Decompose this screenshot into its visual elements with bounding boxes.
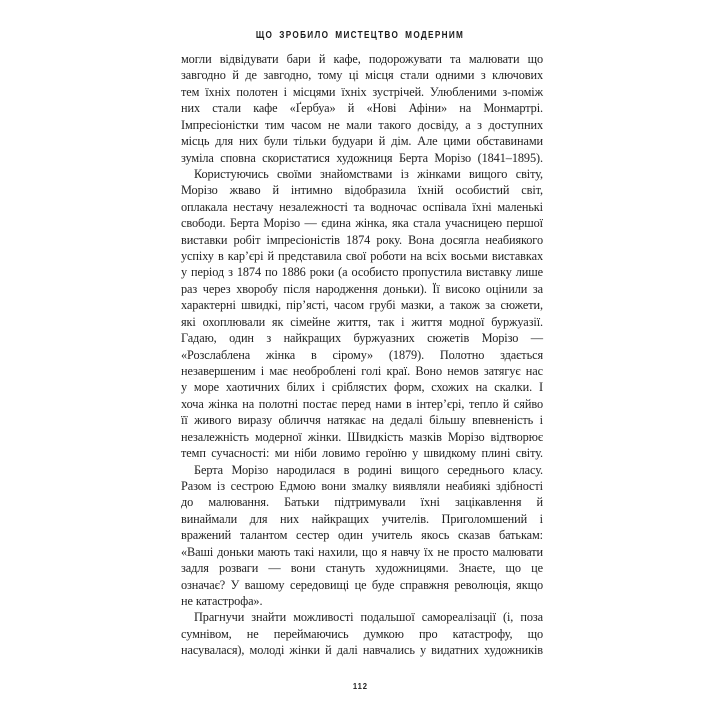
- text-line: задля розваги — вони стануть художницями. Знаєте, що це: [181, 561, 543, 576]
- text-line: Берта Морізо народилася в родині вищого середнього класу.: [194, 462, 543, 477]
- text-line: темп сучасності: ми ніби ловимо героїню у швидкому плині світу.: [181, 446, 543, 461]
- text-line: Прагнучи знайти можливості подальшої самореалізації (і, поза: [194, 610, 543, 625]
- text-line: тем їхніх полотен і місцями їхніх зустрічей. Улюбленими з-поміж: [181, 84, 543, 99]
- text-line: до малювання. Батьки підтримували їхні зацікавлення й: [181, 495, 543, 510]
- text-line: Разом із сестрою Едмою вони змалку виявляли неабиякі здібності: [181, 478, 543, 493]
- text-line: раз через хворобу після народження доньки). Її високо оцінили за: [181, 281, 543, 296]
- text-line: завгодно й де завгодно, тому ці місця стали одними з ключових: [181, 68, 543, 83]
- text-line: винаймали для них найкращих учителів. Приголомшений і: [181, 511, 543, 526]
- text-line: незалежність модерної жінки. Швидкість мазків Морізо відтворює: [181, 429, 543, 444]
- text-line: характерні швидкі, пір’ясті, часом грубі мазки, а також за сюжети,: [181, 298, 543, 313]
- paragraph: [181, 166, 543, 462]
- page-number: [0, 676, 720, 694]
- running-header: [0, 25, 720, 43]
- text-line: «Ваші доньки мають такі нахили, що я навчу їх не просто малювати: [181, 544, 543, 559]
- text-line: у море хаотичних білих і сріблястих форм, схожих на скалки. І: [181, 380, 543, 395]
- text-line: успіху в кар’єрі й представила свої роботи на всіх восьми виставках: [181, 249, 543, 264]
- text-line: Морізо жваво й інтимно відобразила їхній особистий світ,: [181, 183, 543, 198]
- text-line: означає? У вашому середовищі це буде справжня революція, якщо: [181, 577, 543, 592]
- page-number-value: 112: [352, 681, 368, 691]
- paragraph: [181, 51, 543, 166]
- text-line: вражений талантом сестер один учитель якось сказав батькам:: [181, 528, 543, 543]
- text-line: «Розслаблена жінка в сірому» (1879). Полотно здається: [181, 347, 543, 362]
- text-line: незавершеним і має необроблені голі краї. Воно немов затягує нас: [181, 364, 543, 379]
- text-line: зуміла сповна скористатися художниця Берта Морізо (1841–1895).: [181, 150, 543, 165]
- text-line: Імпресіоністки тим часом не мали такого досвіду, а з доступних: [181, 117, 543, 132]
- text-line: сумнівом, не переймаючись думкою про катастрофу, що: [181, 626, 543, 641]
- text-line: хоча жінка на полотні постає перед нами в інтер’єрі, тепло й сяйво: [181, 396, 543, 411]
- text-line: у період з 1874 по 1886 роки (а особисто пропустила виставку лише: [181, 265, 543, 280]
- text-line: не катастрофа».: [181, 593, 263, 608]
- text-line: Гадаю, один з найкращих буржуазних сюжетів Морізо —: [181, 331, 543, 346]
- text-line: її живого виразу обличчя натякає на дедалі більшу впевненість і: [181, 413, 543, 428]
- text-line: могли відвідувати бари й кафе, подорожувати та малювати що: [181, 52, 543, 66]
- text-line: місць для них були тільки будуари й дім. Але цими обставинами: [181, 134, 543, 149]
- text-line: свободи. Берта Морізо — єдина жінка, яка стала учасницею першої: [181, 216, 543, 231]
- text-column: [181, 51, 543, 659]
- running-header-title: ЩО ЗРОБИЛО МИСТЕЦТВО МОДЕРНИМ: [255, 30, 465, 41]
- text-line: насувалася), молоді жінки й далі навчались у видатних художників: [181, 643, 543, 658]
- paragraph: [181, 609, 543, 658]
- text-line: виставки робіт імпресіоністів 1874 року. Вона досягла неабиякого: [181, 232, 543, 247]
- paragraph: [181, 462, 543, 610]
- text-line: них стали кафе «Ґербуа» й «Нові Афіни» на Монмартрі.: [181, 101, 543, 116]
- text-line: Користуючись своїми знайомствами із жінками вищого світу,: [194, 166, 543, 181]
- text-line: які охоплювали як сімейне життя, так і життя модної буржуазії.: [181, 314, 543, 329]
- text-line: оплакала нестачу незалежності та водночас оспівала їхні маленькі: [181, 199, 543, 214]
